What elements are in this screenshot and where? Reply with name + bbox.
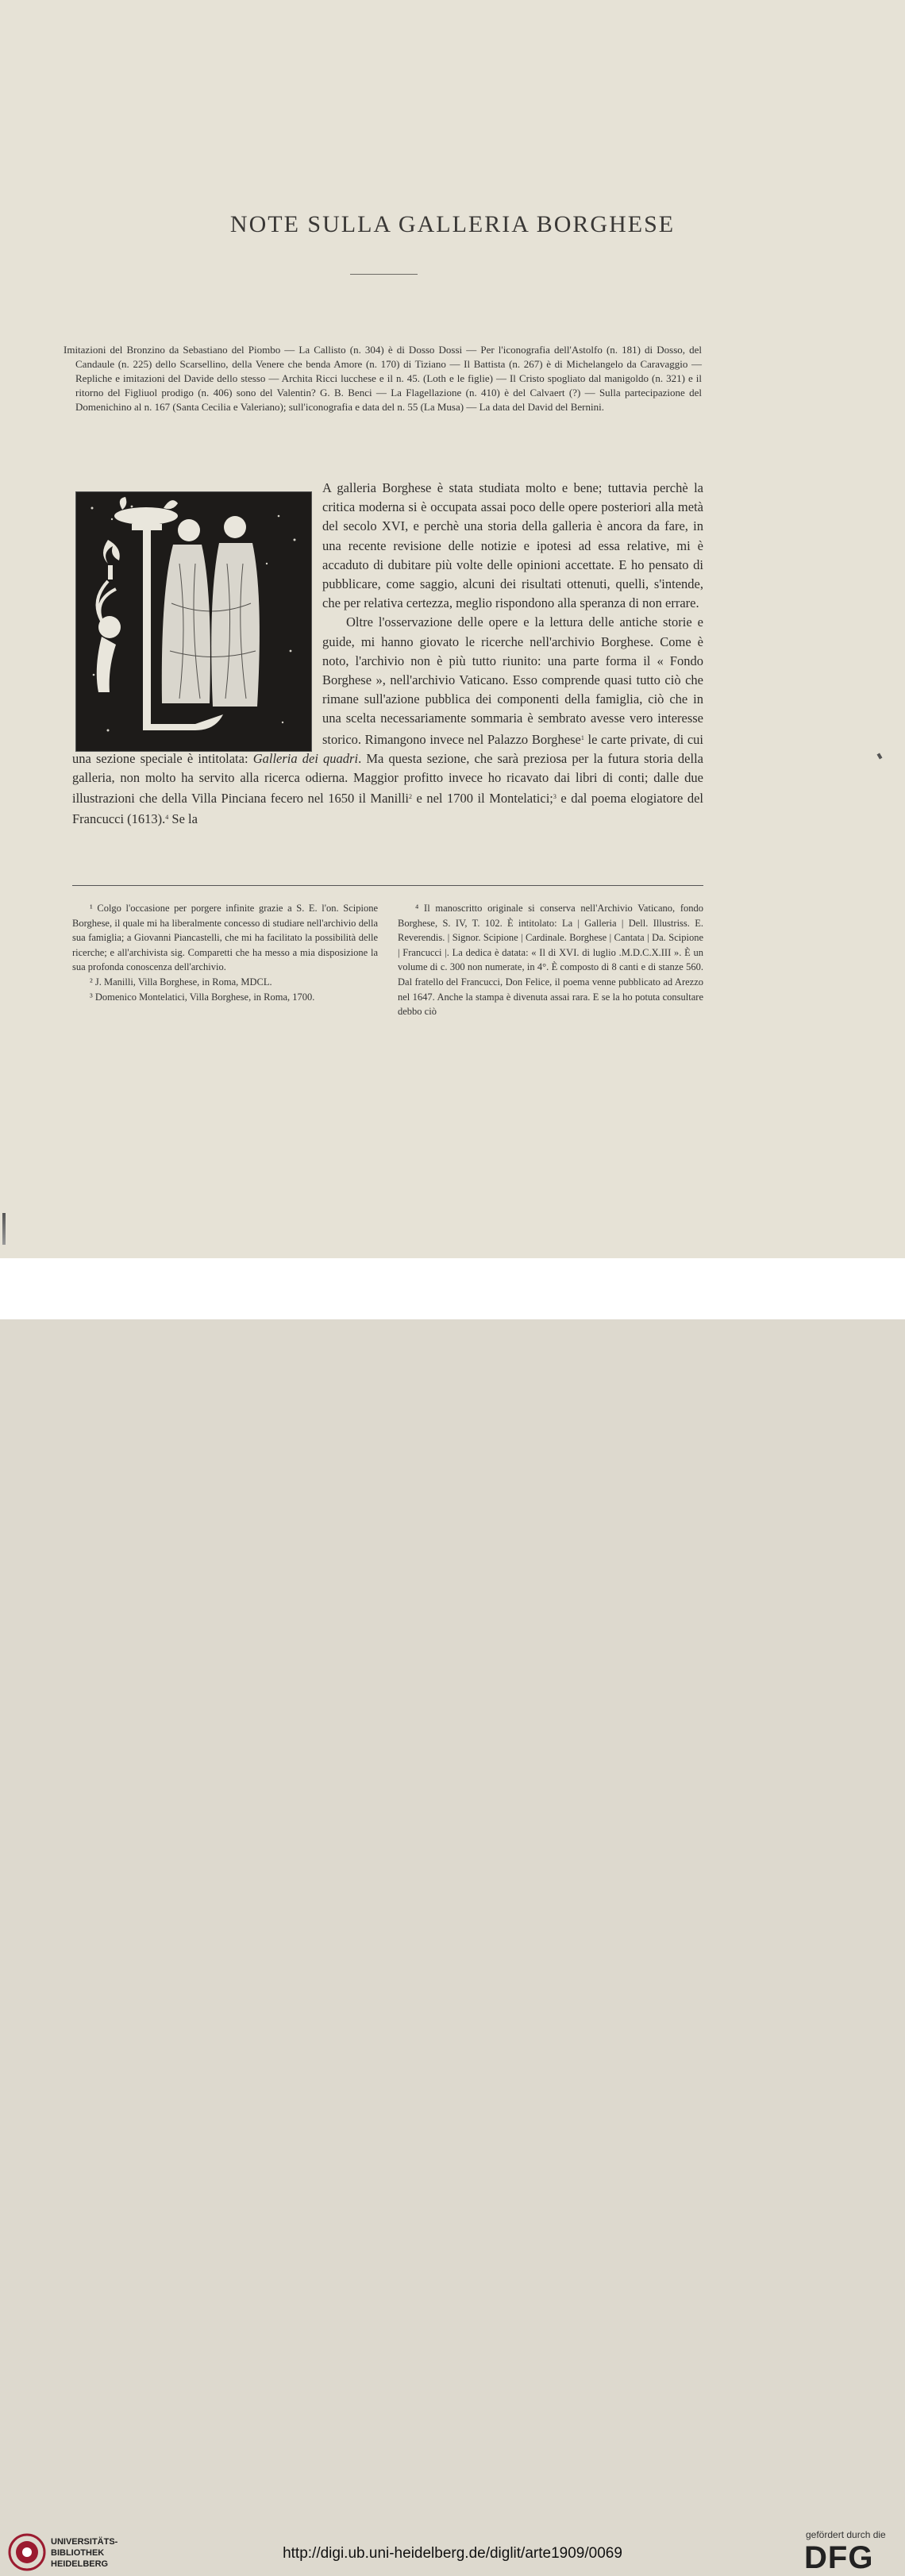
footnote-ref-1[interactable]: 1 [580, 734, 584, 741]
footnote-ref-4[interactable]: 4 [165, 814, 169, 822]
main-text [72, 479, 703, 830]
university-name: UNIVERSITÄTS- BIBLIOTHEK HEIDELBERG [51, 2537, 118, 2569]
footnote-4: ⁴ Il manoscritto originale si conserva nell'Archivio Vaticano, fondo Borghese, S. IV, T. 102. È intitolato: La | Galleria | Dell. Illustriss. E. Reverendis. | Signor. Scipione | Cardinale. Borghese | Cantata | Da. Scipione | Francucci |. La dedica è datata: « Il di XVI. di luglio .M.D.C.X.III ». È un volume di c. 300 non numerate, in 4°. È composto di 8 canti e di stanze 560. Dal fratello del Francucci, Don Felice, il poema venne pubblicato ad Arezzo nel 1647. Anche la stampa è divenuta assai rara. E se la ho potuta consultare debbo ciò [398, 903, 703, 1018]
page-title: NOTE SULLA GALLERIA BORGHESE [229, 211, 676, 237]
footnote-1: ¹ Colgo l'occasione per porgere infinite grazie a S. E. l'on. Scipione Borghese, il quale mi ha liberalmente concesso di studiare nell'archivio della sua famiglia; a Giovanni Piancastelli, che mi ha facilitato la possibilità delle ricerche; e all'archivista sig. Comparetti che ha messo a mia disposizione la sua profonda conoscenza dell'archivio. [72, 903, 378, 973]
footnote-ref-3[interactable]: 3 [553, 793, 556, 801]
chapter-summary [64, 343, 702, 414]
summary-text: Imitazioni del Bronzino da Sebastiano del Piombo — La Callisto (n. 304) è di Dosso Dossi — Per l'iconografia dell'Astolfo (n. 181) di Dosso, del Candaule (n. 225) dello Scarsellino, della Venere che benda Amore (n. 170) di Tiziano — Il Battista (n. 267) è di Michelangelo da Caravaggio — Repliche e imitazioni del Davide dello stesso — Archita Ricci lucchese e il n. 45. (Loth e le figlie) — Il Cristo spogliato dal manigoldo (n. 321) e il ritorno del Figliuol prodigo (n. 406) sono del Valentin? G. B. Benci — La Flagellazione (n. 410) è del Calvaert (?) — Sulla partecipazione del Domenichino al n. 167 (Santa Cecilia e Valeriano); sull'iconografia e data del n. 55 (La Musa) — La data del David del Bernini. [64, 344, 702, 413]
footnote-ref-2[interactable]: 2 [409, 793, 413, 801]
footnotes-left-column [72, 901, 378, 1004]
binding-edge [2, 1213, 6, 1245]
viewer-footer [0, 1258, 905, 2575]
funding-label: gefördert durch die [806, 2529, 886, 2540]
permalink-url[interactable]: http://digi.ub.uni-heidelberg.de/diglit/arte1909/0069 [283, 2545, 622, 2562]
footnote-3: ³ Domenico Montelatici, Villa Borghese, in Roma, 1700. [90, 991, 315, 1003]
page-speck [877, 753, 883, 759]
paragraph-1: A galleria Borghese è stata studiata molto e bene; tuttavia perchè la critica moderna si è occupata assai poco delle opere posteriori alla metà del secolo XVI, e perchè una storia della galleria è ancora da fare, in una recente revisione delle notizie e ipotesi ad essa relative, mi è accaduto di dubitare più volte delle opinioni accettate. E ho pensato di pubblicare, come saggio, alcuni dei risultati ottenuti, quelli, s'intende, che per relativa certezza, meglio rispondono alla speranza di non errare. [322, 480, 703, 611]
dfg-logo: DFG [804, 2540, 874, 2575]
title-divider [350, 274, 418, 275]
footnotes-right-column [398, 901, 703, 1019]
footnote-2: ² J. Manilli, Villa Borghese, in Roma, MDCL. [90, 976, 272, 988]
footnote-divider [72, 885, 703, 886]
paragraph-2: Oltre l'osservazione delle opere e la lettura delle antiche storie e guide, mi hanno giovato le ricerche nell'archivio Borghese. Come è noto, l'archivio non è più tutto riunito: una parte forma il « Fondo Borghese », nell'archivio Vaticano. Esso comprende quasi tutto ciò che rimane sull'azione pubblica dei componenti della famiglia, ciò che in una scelta necessariamente sommaria è sembrato avesse vero interesse storico. Rimangono invece nel Palazzo Borghese$^1$ le carte private, di cui una sezione speciale è intitolata: Galleria dei quadri. Ma questa sezione, che sarà preziosa per la futura storia della galleria, non molto ha servito alla ricerca odierna. Maggior profitto invece ho ricavato dai libri di conti; dalle due illustrazioni che della Villa Pinciana fecero nel 1650 il Manilli$^2$ e nel 1700 il Montelatici;$^3$ e dal poema elogiatore del Francucci (1613).$^4$ Se la [72, 614, 704, 827]
page [0, 0, 905, 1258]
